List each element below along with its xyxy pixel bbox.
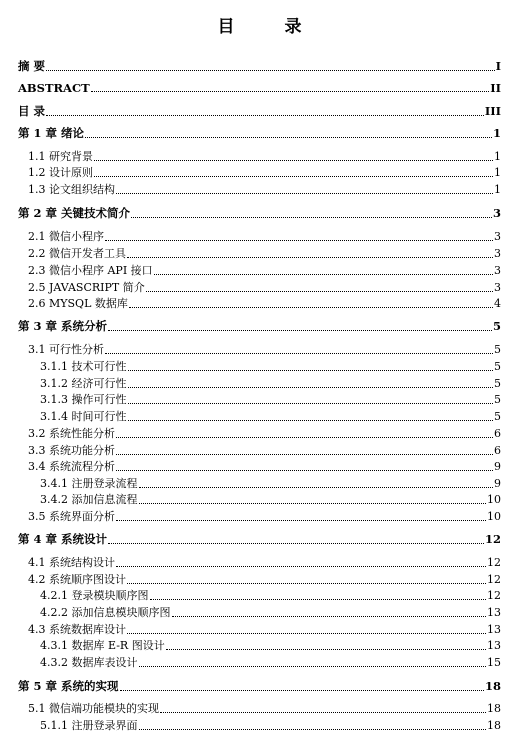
toc-dot-leader [172,616,487,617]
toc-entry-label: 4.3.1 数据库 E-R 图设计 [40,639,165,652]
toc-dot-leader [127,257,493,258]
toc-entry[interactable] [0,228,519,244]
toc-entry[interactable] [0,125,519,141]
toc-entry-page-number: 13 [487,623,501,636]
toc-entry[interactable] [0,458,519,474]
toc-dot-leader [129,307,493,308]
toc-dot-leader [94,160,493,161]
toc-entry-page-number: 4 [494,297,501,310]
toc-entry-page-number: 10 [487,493,501,506]
toc-entry-label: 第 2 章 关键技术简介 [18,206,131,220]
toc-entry-page-number: 12 [487,589,501,602]
toc-entry-label: 5.1 微信端功能模块的实现 [28,702,159,715]
toc-entry[interactable] [0,491,519,507]
toc-entry[interactable] [0,408,519,424]
toc-entry-label: 1.3 论文组织结构 [28,183,115,196]
toc-entry[interactable] [0,425,519,441]
toc-dot-leader [46,70,495,71]
toc-entry[interactable] [0,81,519,95]
toc-entry[interactable] [0,508,519,524]
toc-entry[interactable] [0,262,519,278]
toc-dot-leader [105,353,493,354]
toc-entry[interactable] [0,391,519,407]
toc-entry-label: 2.3 微信小程序 API 接口 [28,264,153,277]
toc-entry-label: 摘 要 [18,59,46,73]
toc-entry-page-number: 9 [494,460,501,473]
toc-dot-leader [160,712,486,713]
toc-entry-page-number: 5 [492,319,501,333]
toc-entry-page-number: 13 [487,606,501,619]
toc-entry-page-number: 3 [494,247,501,260]
toc-dot-leader [139,503,487,504]
toc-entry-page-number: 1 [494,166,501,179]
toc-entry-page-number: 5 [494,393,501,406]
toc-entry-label: 1.1 研究背景 [28,150,93,163]
toc-entry[interactable] [0,279,519,295]
toc-entry-label: 4.2.2 添加信息模块顺序图 [40,606,171,619]
toc-dot-leader [120,690,484,691]
toc-entry-label: 3.2 系统性能分析 [28,427,115,440]
toc-dot-leader [116,193,493,194]
toc-entry[interactable] [0,621,519,637]
toc-entry-label: 3.4.2 添加信息流程 [40,493,138,506]
toc-entry[interactable] [0,475,519,491]
toc-entry-label: 4.3.2 数据库表设计 [40,656,138,669]
toc-entry-page-number: 5 [494,410,501,423]
toc-entry-label: 4.2 系统顺序图设计 [28,573,126,586]
toc-entry-label: ABSTRACT [18,81,90,95]
toc-entry-page-number: 10 [487,510,501,523]
toc-entry-label: 3.1.4 时间可行性 [40,410,127,423]
toc-entry[interactable] [0,103,519,119]
toc-entry-page-number: III [484,104,501,118]
toc-entry-page-number: 6 [494,427,501,440]
toc-entry-label: 2.6 MYSQL 数据库 [28,297,128,310]
toc-dot-leader [139,487,494,488]
toc-dot-leader [116,437,493,438]
toc-entry-page-number: 5 [494,360,501,373]
toc-dot-leader [46,115,484,116]
toc-dot-leader [116,566,486,567]
toc-entry[interactable] [0,717,519,733]
toc-dot-leader [139,729,487,730]
toc-entry-label: 2.5 JAVASCRIPT 简介 [28,281,145,294]
toc-dot-leader [94,176,493,177]
toc-dot-leader [166,649,486,650]
toc-entry-label: 1.2 设计原则 [28,166,93,179]
toc-entry[interactable] [0,181,519,197]
toc-entry-page-number: 3 [494,281,501,294]
toc-dot-leader [128,403,494,404]
toc-dot-leader [154,274,493,275]
toc-entry-label: 3.5 系统界面分析 [28,510,115,523]
toc-entry-label: 4.1 系统结构设计 [28,556,115,569]
toc-entry-page-number: 18 [487,719,501,732]
toc-dot-leader [116,454,493,455]
toc-entry-label: 3.1 可行性分析 [28,343,104,356]
toc-entry[interactable] [0,295,519,311]
toc-entry[interactable] [0,637,519,653]
toc-entry-page-number: 18 [487,702,501,715]
toc-entry-page-number: II [490,81,501,95]
toc-entry-label: 第 1 章 绪论 [18,126,85,140]
toc-entry[interactable] [0,700,519,716]
toc-entry-page-number: I [495,59,501,73]
toc-dot-leader [116,470,493,471]
toc-dot-leader [146,291,493,292]
toc-entry-label: 3.1.1 技术可行性 [40,360,127,373]
toc-dot-leader [139,666,487,667]
toc-entry-page-number: 13 [487,639,501,652]
toc-entry-page-number: 3 [492,206,501,220]
toc-entry-page-number: 12 [487,556,501,569]
toc-entry-page-number: 1 [492,126,501,140]
toc-entry[interactable] [0,148,519,164]
toc-dot-leader [85,137,492,138]
toc-entry[interactable] [0,341,519,357]
toc-entry-page-number: 15 [487,656,501,669]
toc-entry[interactable] [0,442,519,458]
toc-entry-label: 2.1 微信小程序 [28,230,104,243]
toc-dot-leader [128,370,494,371]
toc-entry-label: 第 5 章 系统的实现 [18,679,119,693]
toc-entry[interactable] [0,571,519,587]
toc-entry[interactable] [0,205,519,221]
toc-entry[interactable] [0,604,519,620]
toc-dot-leader [150,599,487,600]
toc-entry[interactable] [0,375,519,391]
toc-entry-page-number: 1 [494,150,501,163]
toc-entry-label: 3.4 系统流程分析 [28,460,115,473]
toc-entry-page-number: 6 [494,444,501,457]
toc-entry-page-number: 12 [484,532,501,546]
toc-entry-page-number: 5 [494,343,501,356]
toc-entry-label: 3.3 系统功能分析 [28,444,115,457]
toc-entry[interactable] [0,358,519,374]
toc-entry[interactable] [0,587,519,603]
toc-entry-label: 3.1.3 操作可行性 [40,393,127,406]
toc-entry-label: 3.4.1 注册登录流程 [40,477,138,490]
toc-entry-label: 3.1.2 经济可行性 [40,377,127,390]
toc-entry[interactable] [0,245,519,261]
toc-entry[interactable] [0,654,519,670]
toc-entry[interactable] [0,531,519,547]
toc-entry-page-number: 12 [487,573,501,586]
toc-entry-label: 4.3 系统数据库设计 [28,623,126,636]
toc-dot-leader [127,583,486,584]
toc-dot-leader [128,387,494,388]
toc-entry-label: 2.2 微信开发者工具 [28,247,126,260]
toc-dot-leader [128,420,494,421]
toc-dot-leader [127,633,486,634]
toc-entry-label: 5.1.1 注册登录界面 [40,719,138,732]
toc-dot-leader [91,91,490,92]
toc-dot-leader [105,240,493,241]
page-title: 目 录 [217,17,324,37]
toc-entry[interactable] [0,678,519,694]
toc-entry-page-number: 5 [494,377,501,390]
toc-dot-leader [131,217,492,218]
toc-entry-page-number: 1 [494,183,501,196]
toc-entry-label: 第 4 章 系统设计 [18,532,108,546]
toc-entry-page-number: 18 [484,679,501,693]
toc-entry[interactable] [0,164,519,180]
toc-dot-leader [108,543,484,544]
toc-entry-page-number: 3 [494,264,501,277]
toc-entry[interactable] [0,318,519,334]
toc-dot-leader [108,330,492,331]
toc-dot-leader [116,520,486,521]
toc-entry-label: 目 录 [18,104,46,118]
toc-entry-label: 4.2.1 登录模块顺序图 [40,589,149,602]
toc-entry-page-number: 9 [494,477,501,490]
toc-entry[interactable] [0,554,519,570]
toc-entry[interactable] [0,58,519,74]
toc-entry-page-number: 3 [494,230,501,243]
toc-entry-label: 第 3 章 系统分析 [18,319,108,333]
